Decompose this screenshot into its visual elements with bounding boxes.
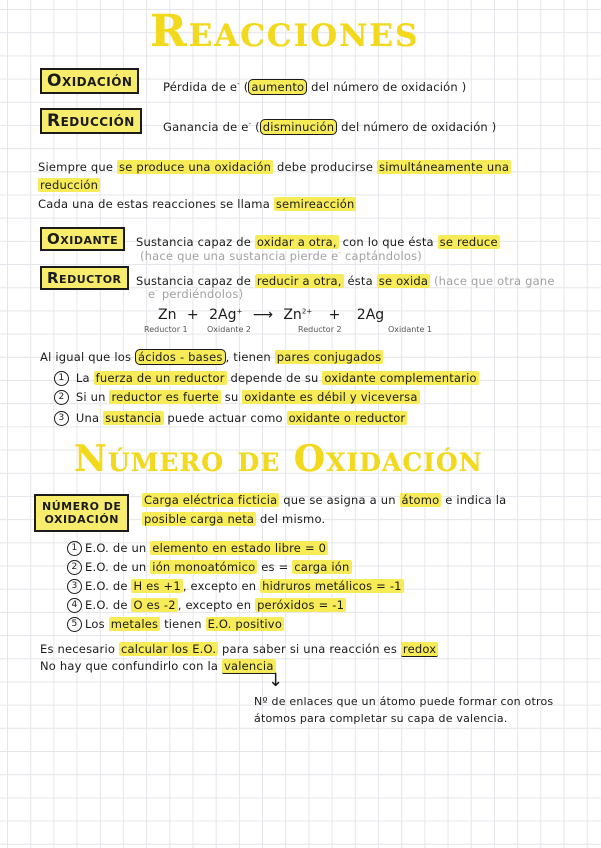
list2-item-3 — [67, 579, 404, 594]
text: Cada una de estas reacciones se llama — [38, 197, 270, 211]
reduccion-text: Ganancia de e — [163, 120, 249, 134]
oxidante-note — [140, 249, 422, 263]
number-circle: 4 — [67, 598, 82, 613]
plus: + — [186, 307, 199, 323]
text: E.O. de — [85, 579, 128, 593]
list2-item-5 — [67, 617, 284, 632]
number-circle: 3 — [54, 411, 69, 426]
label-line-1: NÚMERO DE — [42, 500, 122, 513]
text: con lo que ésta — [342, 235, 434, 249]
highlight: peróxidos = -1 — [257, 598, 345, 612]
oxidacion-label: Oxidación — [40, 68, 139, 94]
text: captándolos) — [345, 249, 422, 263]
highlight: oxidante complementario — [324, 371, 477, 385]
text: Sustancia capaz de — [136, 235, 252, 249]
text: Si un — [75, 390, 106, 404]
highlight: reducir a otra, — [256, 274, 342, 288]
oxidacion-definition — [163, 80, 466, 94]
valencia-note-2: átomos para completar su capa de valencia. — [254, 712, 508, 725]
text: E.O. de un — [85, 560, 147, 574]
highlight: H es +1 — [133, 579, 181, 593]
text: Una — [75, 411, 100, 425]
text: No hay que confundirlo con la — [40, 659, 219, 673]
text: E.O. de — [85, 598, 128, 612]
highlight: sustancia — [105, 411, 162, 425]
highlight: oxidante o reductor — [288, 411, 406, 425]
list1-item-2 — [54, 390, 420, 405]
number-circle: 1 — [67, 541, 82, 556]
text: e — [148, 287, 156, 301]
text: Sustancia capaz de — [136, 274, 252, 288]
list2-item-2 — [67, 560, 352, 575]
highlight: oxidante es débil y viceversa — [244, 390, 418, 404]
text: La — [75, 371, 90, 385]
arrow-icon: ⟶ — [252, 307, 273, 323]
highlight: átomo — [401, 493, 440, 507]
numero-label — [34, 494, 129, 532]
highlight: hidruros metálicos = -1 — [262, 579, 402, 593]
eq-sub-1: Reductor 1 — [144, 325, 188, 334]
text: , excepto en — [177, 598, 252, 612]
reductor-label: Reductor — [40, 266, 129, 290]
reduccion-label: Reducción — [40, 108, 142, 134]
number-circle: 5 — [67, 617, 82, 632]
highlight: semireacción — [275, 197, 355, 211]
highlight: reductor es fuerte — [111, 390, 219, 404]
text: , tienen — [225, 350, 271, 364]
igual-line — [40, 350, 383, 364]
zn2: Zn — [283, 307, 302, 323]
list2-item-1 — [67, 541, 328, 556]
highlight: calcular los E.O. — [120, 642, 217, 656]
highlight: pares conjugados — [276, 350, 382, 364]
text: (hace que una sustancia pierde e — [140, 249, 339, 263]
text: ésta — [347, 274, 373, 288]
highlight: posible carga neta — [144, 512, 255, 526]
highlight: se oxida — [378, 274, 429, 288]
highlight: carga ión — [294, 560, 350, 574]
arrow-down-icon: ↓ — [268, 670, 284, 691]
numero-definition — [142, 493, 506, 507]
paren: ( — [243, 80, 249, 94]
text: su — [224, 390, 239, 404]
reductor-note — [148, 287, 243, 301]
eq-sub-4: Oxidante 1 — [388, 325, 432, 334]
label-line-2: OXIDACIÓN — [44, 513, 119, 526]
highlight: Carga eléctrica ficticia — [144, 493, 278, 507]
number-circle: 1 — [54, 371, 69, 386]
sup: 2+ — [301, 307, 313, 316]
cada-line — [38, 197, 356, 211]
number-circle: 2 — [67, 560, 82, 575]
sup: + — [236, 307, 243, 316]
text: que se asigna a un — [283, 493, 396, 507]
text: , excepto en — [182, 579, 257, 593]
ag2: 2Ag — [356, 307, 385, 323]
text: Siempre que — [38, 160, 114, 174]
highlight: valencia — [224, 659, 274, 673]
reductor-definition — [136, 274, 555, 288]
paren: ( — [255, 120, 260, 134]
list2-item-4 — [67, 598, 346, 613]
section-title-numero: Número de Oxidación — [74, 438, 483, 480]
highlight: elemento en estado libre = 0 — [152, 541, 327, 555]
highlight: E.O. positivo — [207, 617, 283, 631]
oxidante-definition — [136, 235, 500, 249]
number-circle: 3 — [67, 579, 82, 594]
highlight: fuerza de un reductor — [95, 371, 225, 385]
number-circle: 2 — [54, 390, 69, 405]
oxidacion-highlight: aumento — [248, 79, 307, 95]
necesario-line — [40, 642, 438, 656]
oxidacion-text-end: del número de oxidación ) — [311, 80, 467, 94]
text: Al igual que los — [40, 350, 132, 364]
electron-sup: - — [248, 120, 252, 129]
redox-equation — [158, 307, 384, 323]
text: debe producirse — [277, 160, 374, 174]
oxidacion-text: Pérdida de e — [163, 80, 238, 94]
confundir-line — [40, 659, 276, 673]
highlight: se reduce — [439, 235, 498, 249]
highlight: simultáneamente una — [379, 160, 510, 174]
highlight: reducción — [40, 178, 99, 192]
electron-sup: - — [155, 287, 159, 296]
zn: Zn — [158, 307, 177, 323]
oxidante-label: Oxidante — [40, 227, 125, 251]
text: E.O. de un — [85, 541, 147, 555]
reduccion-highlight: disminución — [260, 119, 338, 135]
text: tienen — [164, 617, 202, 631]
text: e indica la — [445, 493, 507, 507]
text: Es necesario — [40, 642, 116, 656]
highlight: se produce una oxidación — [119, 160, 272, 174]
siempre-line — [38, 160, 511, 174]
highlight: ión monoatómico — [152, 560, 256, 574]
text: Los — [85, 617, 105, 631]
eq-sub-3: Reductor 2 — [298, 325, 342, 334]
text: puede actuar como — [167, 411, 283, 425]
electron-sup: - — [338, 249, 342, 258]
reduccion-definition — [163, 120, 496, 134]
siempre-line-2 — [38, 178, 100, 192]
highlight: ácidos - bases — [135, 349, 226, 365]
highlight: metales — [110, 617, 159, 631]
eq-sub-2: Oxidante 2 — [207, 325, 251, 334]
highlight: O es -2 — [133, 598, 176, 612]
numero-definition-2 — [142, 512, 325, 526]
highlight: redox — [402, 642, 437, 656]
text: para saber si una reacción es — [222, 642, 398, 656]
page-title: Reacciones — [150, 6, 420, 57]
list1-item-1 — [54, 371, 479, 386]
list1-item-3 — [54, 411, 407, 426]
plus: + — [328, 307, 341, 323]
ag: 2Ag — [209, 307, 237, 323]
gray-note: (hace que otra gane — [433, 274, 555, 288]
reduccion-text-end: del número de oxidación ) — [341, 120, 497, 134]
text: perdiéndolos) — [161, 287, 244, 301]
valencia-note-1: Nº de enlaces que un átomo puede formar con otros — [254, 695, 554, 708]
text: depende de su — [230, 371, 319, 385]
highlight: oxidar a otra, — [256, 235, 337, 249]
electron-sup: - — [237, 80, 240, 89]
text: es = — [261, 560, 289, 574]
text: del mismo. — [260, 512, 326, 526]
